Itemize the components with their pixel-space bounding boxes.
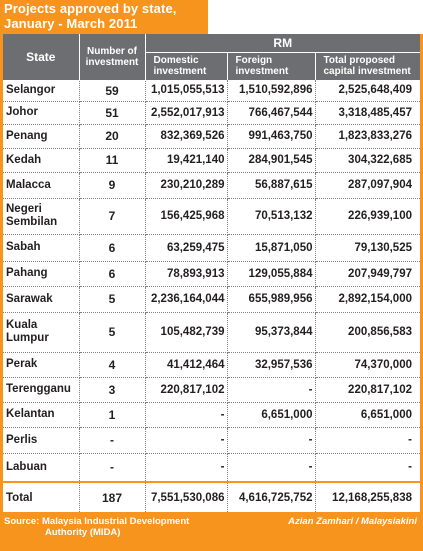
- state-cell: [3, 312, 79, 352]
- state-cell: Sabah: [3, 234, 79, 261]
- title-line-2: January - March 2011: [4, 16, 138, 31]
- number-cell: 51: [79, 101, 145, 124]
- total-cell: 226,939,100: [315, 198, 420, 234]
- domestic-cell: 105,482,739: [145, 312, 227, 352]
- credit: Azian Zamhari / Malaysiakini: [288, 516, 417, 527]
- header-foreign: [227, 52, 315, 80]
- total-cell: 287,097,904: [315, 172, 420, 198]
- header-currency: RM: [145, 34, 420, 52]
- table-row: [3, 352, 420, 377]
- domestic-cell: -: [145, 427, 227, 453]
- title: [4, 1, 214, 31]
- state-cell: Perak: [3, 352, 79, 377]
- state-cell: Labuan: [3, 453, 79, 482]
- table-row: [3, 234, 420, 261]
- domestic-cell: 1,015,055,513: [145, 80, 227, 101]
- total-cell: 6,651,000: [315, 402, 420, 427]
- title-line-1: Projects approved by state,: [4, 1, 177, 16]
- domestic-cell: 78,893,913: [145, 261, 227, 286]
- header-number-line-2: investment: [85, 56, 139, 68]
- domestic-cell: 156,425,968: [145, 198, 227, 234]
- number-cell: 9: [79, 172, 145, 198]
- header-domestic: [145, 52, 227, 80]
- domestic-cell: 41,412,464: [145, 352, 227, 377]
- state-cell: [3, 198, 79, 234]
- state-cell: Pahang: [3, 261, 79, 286]
- state-cell: Penang: [3, 124, 79, 148]
- state-cell: Sarawak: [3, 286, 79, 312]
- number-cell: 4: [79, 352, 145, 377]
- header-foreign-line-2: investment: [235, 65, 289, 77]
- total-cell: 3,318,485,457: [315, 101, 420, 124]
- header-state: State: [3, 34, 79, 80]
- foreign-cell: -: [227, 377, 315, 402]
- total-cell: 79,130,525: [315, 234, 420, 261]
- foreign-cell: 70,513,132: [227, 198, 315, 234]
- foreign-cell: 15,871,050: [227, 234, 315, 261]
- total-cell: 200,856,583: [315, 312, 420, 352]
- domestic-cell: 832,369,526: [145, 124, 227, 148]
- projects-table: [3, 34, 420, 512]
- header-number: [79, 34, 145, 80]
- table-row: [3, 286, 420, 312]
- foreign-cell: 32,957,536: [227, 352, 315, 377]
- total-cell: -: [315, 427, 420, 453]
- total-cell: 304,322,685: [315, 148, 420, 172]
- title-background-cutout: [208, 0, 423, 34]
- header-total-line-1: Total proposed: [323, 54, 395, 66]
- source-line-1: Source: Malaysia Industrial Development: [4, 516, 190, 527]
- foreign-cell: 655,989,956: [227, 286, 315, 312]
- total-capital: 12,168,255,838: [315, 482, 420, 512]
- foreign-cell: 6,651,000: [227, 402, 315, 427]
- domestic-cell: 63,259,475: [145, 234, 227, 261]
- foreign-cell: 1,510,592,896: [227, 80, 315, 101]
- number-cell: 59: [79, 80, 145, 101]
- source-line-2: Authority (MIDA): [45, 527, 121, 538]
- foreign-cell: 56,887,615: [227, 172, 315, 198]
- state-cell: Selangor: [3, 80, 79, 101]
- domestic-cell: 2,236,164,044: [145, 286, 227, 312]
- state-cell: Perlis: [3, 427, 79, 453]
- title-tab: [0, 0, 208, 34]
- total-number: 187: [79, 482, 145, 512]
- number-cell: 7: [79, 198, 145, 234]
- total-cell: -: [315, 453, 420, 482]
- domestic-cell: -: [145, 402, 227, 427]
- foreign-cell: 95,373,844: [227, 312, 315, 352]
- foreign-cell: 284,901,545: [227, 148, 315, 172]
- number-cell: -: [79, 453, 145, 482]
- state-line-2: Lumpur: [6, 332, 49, 344]
- number-cell: -: [79, 427, 145, 453]
- domestic-cell: 19,421,140: [145, 148, 227, 172]
- number-cell: 20: [79, 124, 145, 148]
- table-row: [3, 453, 420, 482]
- table-row: [3, 377, 420, 402]
- table-row: [3, 172, 420, 198]
- foreign-cell: 129,055,884: [227, 261, 315, 286]
- header-total: [315, 52, 420, 80]
- total-foreign: 4,616,725,752: [227, 482, 315, 512]
- foreign-cell: -: [227, 427, 315, 453]
- foreign-cell: 766,467,544: [227, 101, 315, 124]
- foreign-cell: -: [227, 453, 315, 482]
- table-row: [3, 427, 420, 453]
- total-domestic: 7,551,530,086: [145, 482, 227, 512]
- domestic-cell: -: [145, 453, 227, 482]
- table-row: [3, 402, 420, 427]
- total-cell: 74,370,000: [315, 352, 420, 377]
- header-domestic-line-1: Domestic: [153, 54, 199, 66]
- number-cell: 6: [79, 234, 145, 261]
- state-line-1: Kuala: [6, 319, 38, 331]
- table-row: [3, 198, 420, 234]
- table-row: [3, 312, 420, 352]
- total-cell: 220,817,102: [315, 377, 420, 402]
- domestic-cell: 2,552,017,913: [145, 101, 227, 124]
- number-cell: 1: [79, 402, 145, 427]
- foreign-cell: 991,463,750: [227, 124, 315, 148]
- table-row: [3, 101, 420, 124]
- number-cell: 3: [79, 377, 145, 402]
- source-note: [4, 516, 244, 538]
- state-cell: Terengganu: [3, 377, 79, 402]
- domestic-cell: 230,210,289: [145, 172, 227, 198]
- header-foreign-line-1: Foreign: [235, 54, 273, 66]
- total-cell: 207,949,797: [315, 261, 420, 286]
- state-cell: Kedah: [3, 148, 79, 172]
- header-total-line-2: capital investment: [323, 65, 411, 77]
- total-cell: 1,823,833,276: [315, 124, 420, 148]
- table-row: [3, 124, 420, 148]
- number-cell: 6: [79, 261, 145, 286]
- state-cell: Johor: [3, 101, 79, 124]
- table-row: [3, 80, 420, 101]
- state-cell: Kelantan: [3, 402, 79, 427]
- number-cell: 11: [79, 148, 145, 172]
- total-row: [3, 482, 420, 512]
- state-line-1: Negeri: [6, 203, 42, 215]
- header-domestic-line-2: investment: [153, 65, 207, 77]
- total-cell: 2,525,648,409: [315, 80, 420, 101]
- table-row: [3, 148, 420, 172]
- domestic-cell: 220,817,102: [145, 377, 227, 402]
- header-number-line-1: Number of: [87, 45, 137, 57]
- state-cell: Malacca: [3, 172, 79, 198]
- total-cell: 2,892,154,000: [315, 286, 420, 312]
- total-label: Total: [3, 482, 79, 512]
- number-cell: 5: [79, 312, 145, 352]
- table-row: [3, 261, 420, 286]
- state-line-2: Sembilan: [6, 216, 58, 228]
- number-cell: 5: [79, 286, 145, 312]
